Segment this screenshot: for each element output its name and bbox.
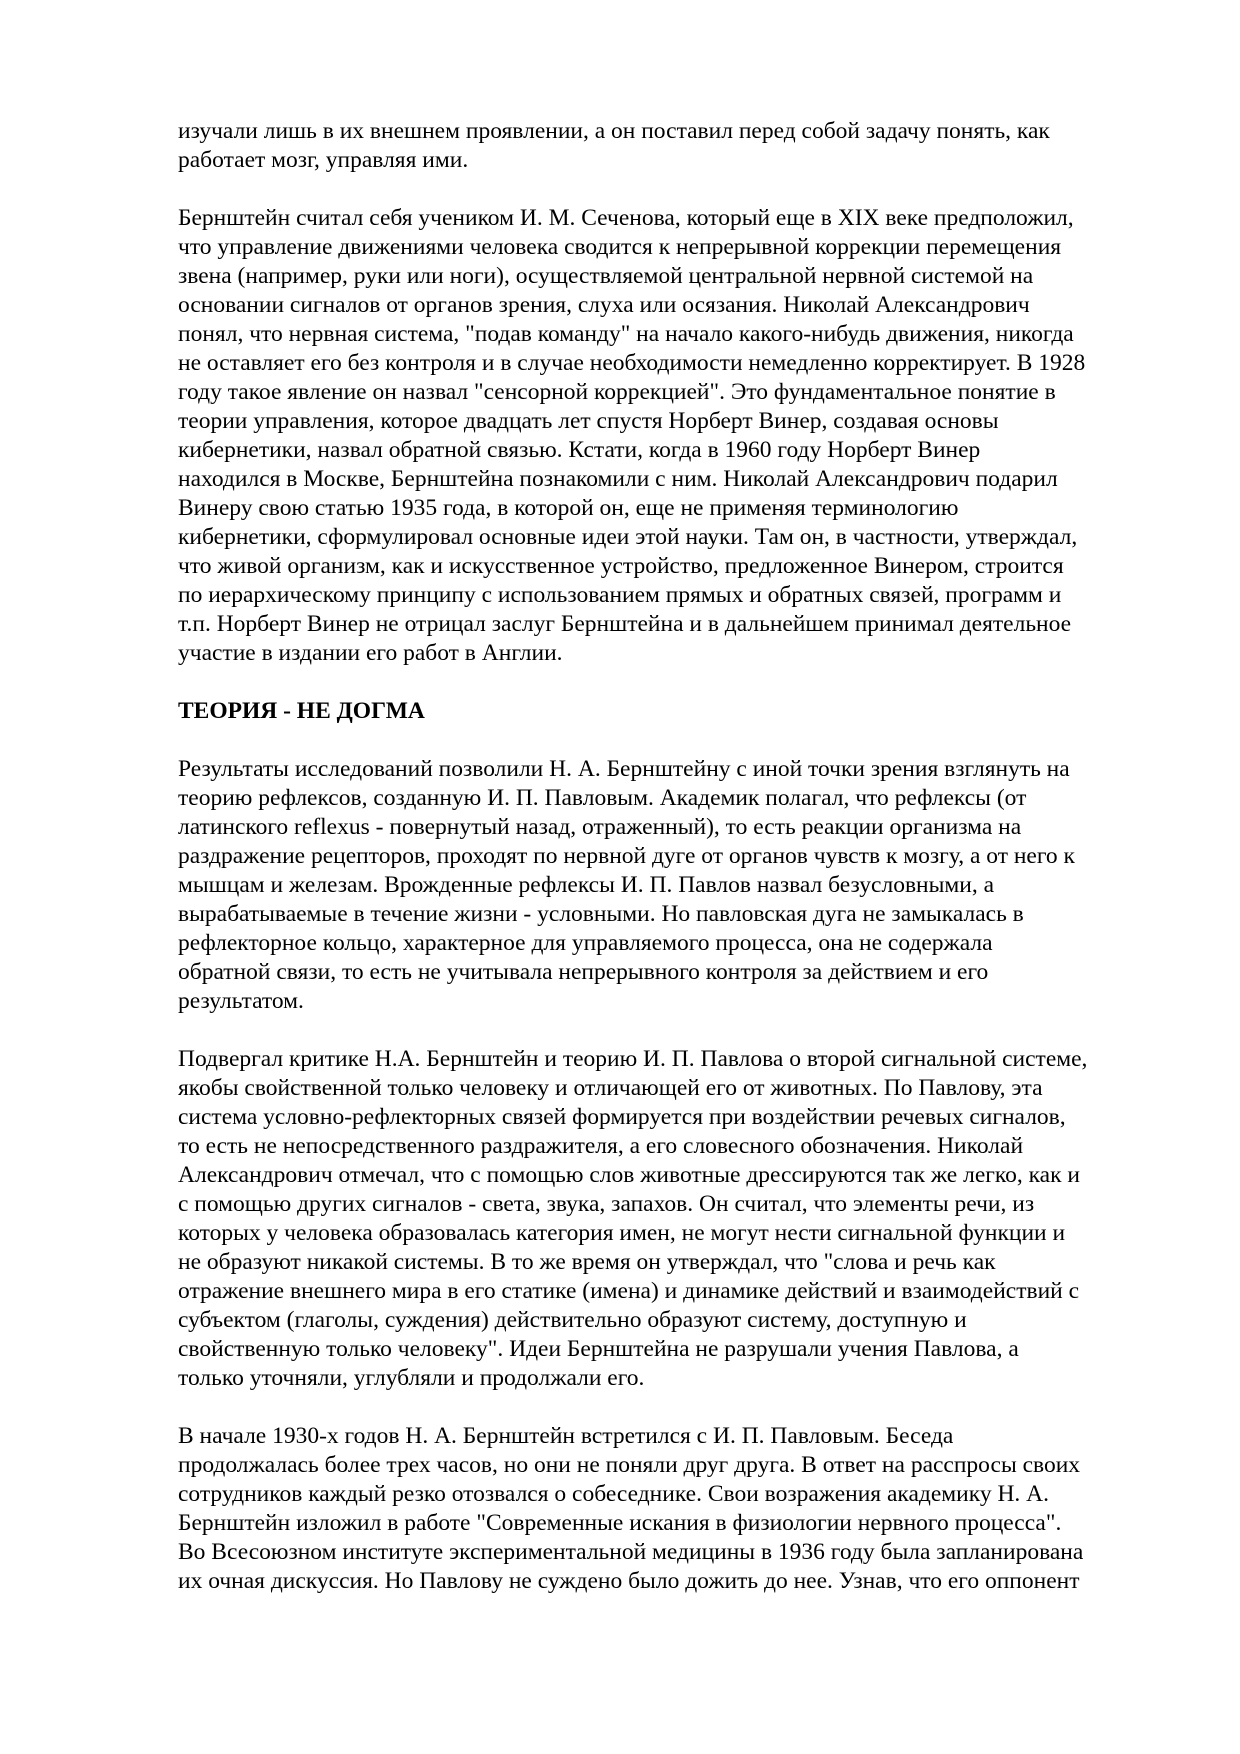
text-line: кибернетики, сформулировал основные идеи этой науки. Там он, в частности, утверждал, <box>178 524 1078 550</box>
text-line: что живой организм, как и искусственное устройство, предложенное Винером, строится <box>178 553 1064 579</box>
text-line: Александрович отмечал, что с помощью слов животные дрессируются так же легко, как и <box>178 1162 1080 1188</box>
text-line: работает мозг, управляя ими. <box>178 147 469 173</box>
text-line: Результаты исследований позволили Н. А. Бернштейну с иной точки зрения взглянуть на <box>178 756 1070 782</box>
paragraph-3 <box>178 755 1158 1016</box>
text-line: что управление движениями человека сводится к непрерывной коррекции перемещения <box>178 234 1062 260</box>
text-line: мышцам и железам. Врожденные рефлексы И. П. Павлов назвал безусловными, а <box>178 872 995 898</box>
text-line: Винеру свою статью 1935 года, в которой он, еще не применяя терминологию <box>178 495 959 521</box>
text-line: вырабатываемые в течение жизни - условными. Но павловская дуга не замыкалась в <box>178 901 1024 927</box>
paragraph-1 <box>178 117 1158 175</box>
text-line: находился в Москве, Бернштейна познакомили с ним. Николай Александрович подарил <box>178 466 1058 492</box>
text-line: обратной связи, то есть не учитывала непрерывного контроля за действием и его <box>178 959 989 985</box>
text-line: результатом. <box>178 988 304 1014</box>
text-line: Бернштейн считал себя учеником И. М. Сеченова, который еще в XIX веке предположил, <box>178 205 1074 231</box>
document-page <box>178 117 1158 1596</box>
text-line: отражение внешнего мира в его статике (имена) и динамике действий и взаимодействий с <box>178 1278 1080 1304</box>
text-line: якобы свойственной только человеку и отличающей его от животных. По Павлову, эта <box>178 1075 1043 1101</box>
text-line: т.п. Норберт Винер не отрицал заслуг Бернштейна и в дальнейшем принимал деятельное <box>178 611 1072 637</box>
text-line: по иерархическому принципу с использованием прямых и обратных связей, программ и <box>178 582 1062 608</box>
text-line: свойственную только человеку". Идеи Бернштейна не разрушали учения Павлова, а <box>178 1336 1019 1362</box>
text-line: Бернштейн изложил в работе "Современные искания в физиологии нервного процесса". <box>178 1510 1062 1536</box>
text-line: основании сигналов от органов зрения, слуха или осязания. Николай Александрович <box>178 292 1030 318</box>
text-line: звена (например, руки или ноги), осуществляемой центральной нервной системой на <box>178 263 1034 289</box>
text-line: году такое явление он назвал "сенсорной коррекцией". Это фундаментальное понятие в <box>178 379 1056 405</box>
text-line: с помощью других сигналов - света, звука, запахов. Он считал, что элементы речи, из <box>178 1191 1035 1217</box>
text-line: Подвергал критике Н.А. Бернштейн и теорию И. П. Павлова о второй сигнальной системе, <box>178 1046 1088 1072</box>
paragraph-4 <box>178 1045 1158 1393</box>
text-line: раздражение рецепторов, проходят по нервной дуге от органов чувств к мозгу, а от него к <box>178 843 1075 869</box>
text-line: то есть не непосредственного раздражителя, а его словесного обозначения. Николай <box>178 1133 1024 1159</box>
section-heading <box>178 697 1158 726</box>
text-line: не оставляет его без контроля и в случае необходимости немедленно корректирует. В 1928 <box>178 350 1086 376</box>
text-line: понял, что нервная система, "подав команду" на начало какого-нибудь движения, никогда <box>178 321 1074 347</box>
text-line: только уточняли, углубляли и продолжали его. <box>178 1365 645 1391</box>
text-line: латинского reflexus - повернутый назад, отраженный), то есть реакции организма на <box>178 814 1022 840</box>
text-line: изучали лишь в их внешнем проявлении, а он поставил перед собой задачу понять, как <box>178 118 1050 144</box>
text-line: которых у человека образовалась категория имен, не могут нести сигнальной функции и <box>178 1220 1066 1246</box>
text-line: не образуют никакой системы. В то же время он утверждал, что "слова и речь как <box>178 1249 996 1275</box>
text-line: теорию рефлексов, созданную И. П. Павловым. Академик полагал, что рефлексы (от <box>178 785 1027 811</box>
text-line: участие в издании его работ в Англии. <box>178 640 563 666</box>
text-line: рефлекторное кольцо, характерное для управляемого процесса, она не содержала <box>178 930 993 956</box>
text-line: сотрудников каждый резко отозвался о собеседнике. Свои возражения академику Н. А. <box>178 1481 1050 1507</box>
text-line: кибернетики, назвал обратной связью. Кстати, когда в 1960 году Норберт Винер <box>178 437 981 463</box>
text-line: их очная дискуссия. Но Павлову не суждено было дожить до нее. Узнав, что его оппонент <box>178 1568 1080 1594</box>
paragraph-5 <box>178 1422 1158 1596</box>
text-line: В начале 1930-х годов Н. А. Бернштейн встретился с И. П. Павловым. Беседа <box>178 1423 954 1449</box>
text-line: Во Всесоюзном институте экспериментальной медицины в 1936 году была запланирована <box>178 1539 1084 1565</box>
paragraph-2 <box>178 204 1158 668</box>
heading-text: ТЕОРИЯ - НЕ ДОГМА <box>178 698 425 724</box>
text-line: теории управления, которое двадцать лет спустя Норберт Винер, создавая основы <box>178 408 999 434</box>
text-line: продолжалась более трех часов, но они не поняли друг друга. В ответ на расспросы своих <box>178 1452 1081 1478</box>
text-line: система условно-рефлекторных связей формируется при воздействии речевых сигналов, <box>178 1104 1066 1130</box>
text-line: субъектом (глаголы, суждения) действительно образуют систему, доступную и <box>178 1307 967 1333</box>
